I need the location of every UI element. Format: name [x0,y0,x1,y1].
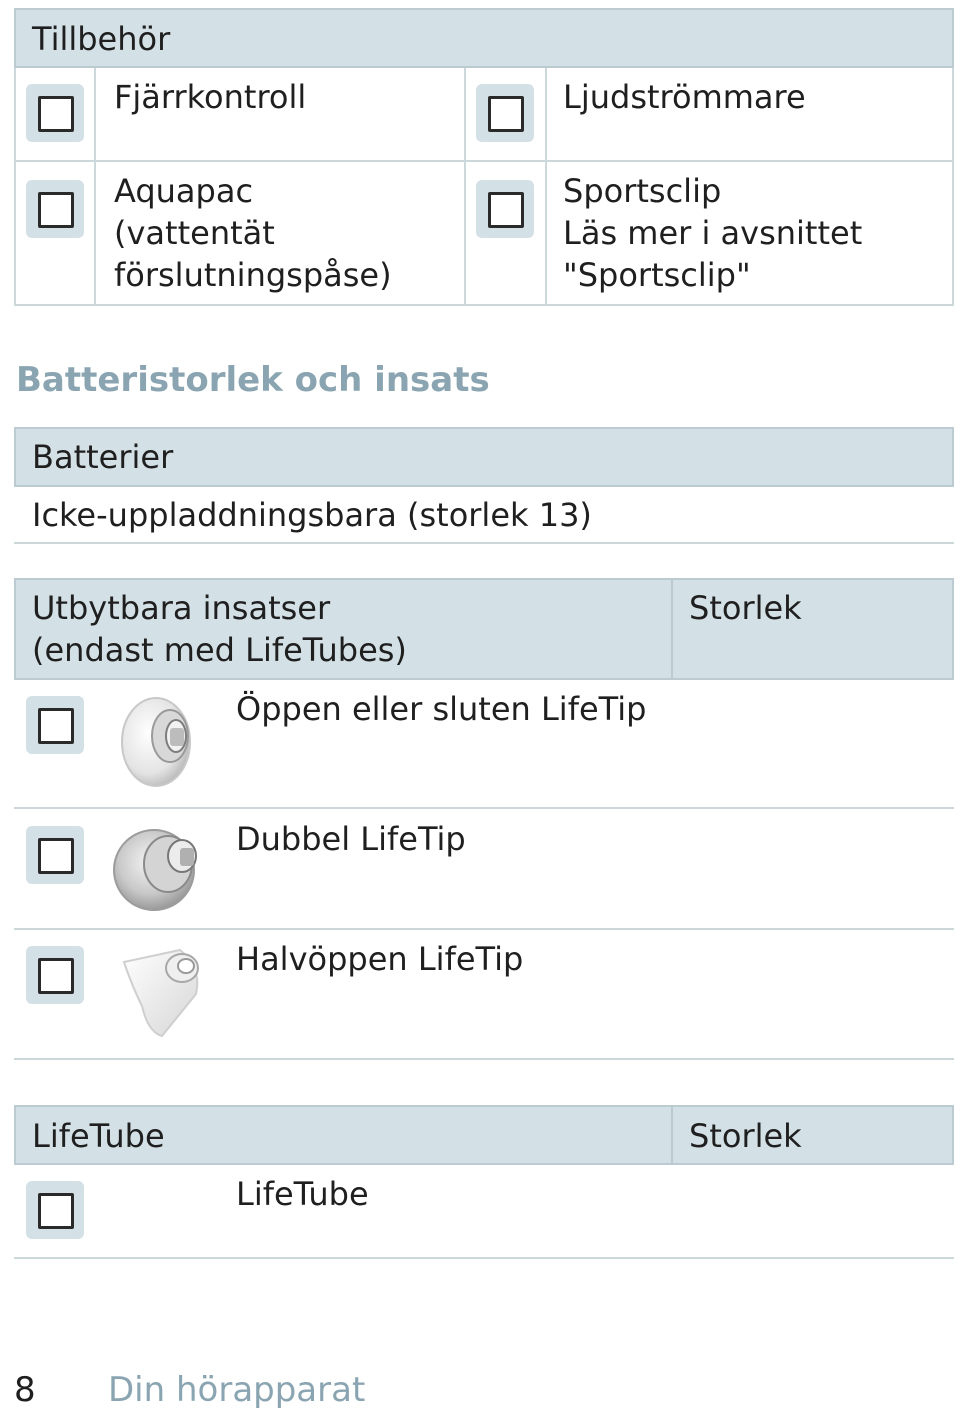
divider [545,68,547,306]
checkbox-box [38,96,74,132]
item-sportsclip: Sportsclip Läs mer i avsnittet "Sportsclip" [563,172,863,294]
checkbox-semi-open-lifetip[interactable] [26,946,84,1004]
divider [94,68,96,306]
divider [14,160,954,162]
checkbox-box [38,192,74,228]
inserts-size-header: Storlek [689,589,802,627]
checkbox-box [38,708,74,744]
item-semi-open-lifetip: Halvöppen LifeTip [236,940,524,978]
checkbox-box [38,958,74,994]
open-closed-lifetip-icon [112,694,208,794]
checkbox-box [488,192,524,228]
checkbox-audio-streamer[interactable] [476,84,534,142]
accessories-header-label: Tillbehör [32,20,171,58]
checkbox-box [488,96,524,132]
item-remote-control: Fjärrkontroll [114,78,307,116]
inserts-header-label: Utbytbara insatser (endast med LifeTubes) [32,589,407,669]
divider [14,1058,954,1060]
checkbox-box [38,838,74,874]
checkbox-double-lifetip[interactable] [26,826,84,884]
battery-header-label: Batterier [32,438,174,476]
checkbox-aquapac[interactable] [26,180,84,238]
checkbox-open-closed-lifetip[interactable] [26,696,84,754]
checkbox-remote-control[interactable] [26,84,84,142]
divider [671,578,673,680]
item-open-closed-lifetip: Öppen eller sluten LifeTip [236,690,647,728]
divider [14,807,954,809]
semi-open-lifetip-icon [118,946,208,1040]
checkbox-box [38,1193,74,1229]
page-number: 8 [14,1370,36,1410]
checkbox-lifetube[interactable] [26,1181,84,1239]
battery-type: Icke-uppladdningsbara (storlek 13) [32,496,592,534]
divider [14,928,954,930]
divider [14,542,954,544]
double-lifetip-icon [110,822,210,914]
lifetube-size-header: Storlek [689,1117,802,1155]
item-lifetube: LifeTube [236,1175,369,1213]
divider [671,1105,673,1165]
divider [14,1257,954,1259]
divider [464,68,466,306]
footer-title: Din hörapparat [108,1370,366,1410]
lifetube-header-label: LifeTube [32,1117,165,1155]
item-aquapac: Aquapac (vattentät förslutningspåse) [114,172,392,294]
checkbox-sportsclip[interactable] [476,180,534,238]
item-audio-streamer: Ljudströmmare [563,78,806,116]
section-title: Batteristorlek och insats [16,360,490,400]
item-double-lifetip: Dubbel LifeTip [236,820,466,858]
